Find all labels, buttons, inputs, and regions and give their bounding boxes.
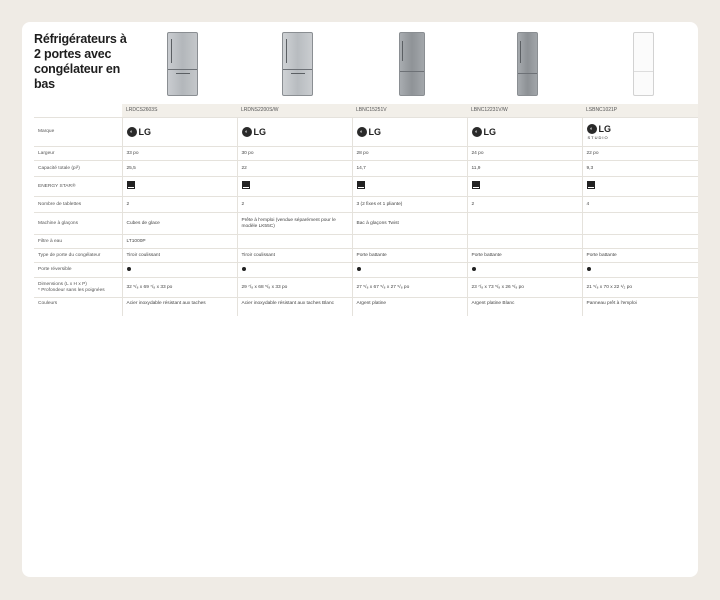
lg-logo: ◐ LG bbox=[242, 127, 267, 137]
lg-logo: ◐ LG bbox=[127, 127, 152, 137]
studio-label: STUDIO bbox=[587, 134, 609, 140]
table-cell bbox=[122, 177, 237, 197]
row-label: Type de porte du congélateur bbox=[34, 249, 122, 263]
table-row bbox=[34, 118, 698, 147]
lg-logo-icon: ◐ bbox=[472, 127, 482, 137]
lg-logo: ◐ LG bbox=[472, 127, 497, 137]
table-cell: 2 bbox=[122, 197, 237, 213]
model-number: LBNC15251V bbox=[356, 107, 387, 113]
table-cell bbox=[352, 177, 467, 197]
table-cell bbox=[467, 177, 582, 197]
model-number-bar bbox=[122, 104, 698, 117]
product-image-3 bbox=[399, 32, 425, 96]
lg-logo-icon: ◐ bbox=[242, 127, 252, 137]
bullet-icon bbox=[472, 267, 476, 271]
table-row bbox=[34, 213, 698, 235]
lg-logo-icon: ◐ bbox=[357, 127, 367, 137]
table-cell bbox=[582, 213, 698, 235]
lg-logo-icon: ◐ bbox=[587, 124, 597, 134]
table-cell: LT1000P bbox=[122, 235, 237, 249]
table-cell: 27 ⁵/₈ x 67 ⁵/₈ x 27 ⁵/₈ po bbox=[352, 278, 467, 298]
table-row bbox=[34, 278, 698, 298]
table-cell: 23 ⁷/₈ x 73 ⁵/₈ x 26 ⁵/₈ po bbox=[467, 278, 582, 298]
table-row bbox=[34, 298, 698, 316]
table-cell: Argent platine Blanc bbox=[467, 298, 582, 316]
product-image-2 bbox=[282, 32, 313, 96]
model-number: LBNC12231V/W bbox=[471, 107, 508, 113]
table-row bbox=[34, 177, 698, 197]
row-label: Machine à glaçons bbox=[34, 213, 122, 235]
spec-table bbox=[34, 117, 698, 316]
table-cell: 14,7 bbox=[352, 161, 467, 177]
table-row bbox=[34, 249, 698, 263]
lg-logo: ◐ LG bbox=[357, 127, 382, 137]
table-row bbox=[34, 147, 698, 161]
table-cell: 22 po bbox=[582, 147, 698, 161]
table-cell: 9,3 bbox=[582, 161, 698, 177]
model-number: LRDCS2603S bbox=[126, 107, 158, 113]
energy-star-icon bbox=[242, 181, 250, 189]
brand-cell bbox=[237, 118, 352, 147]
energy-star-icon bbox=[472, 181, 480, 189]
row-label: Marque bbox=[34, 118, 122, 147]
table-cell: Tiroir coulissant bbox=[237, 249, 352, 263]
row-label: Dimensions (L x H x P) * Profondeur sans les poignées bbox=[34, 278, 122, 298]
table-cell: Argent platine bbox=[352, 298, 467, 316]
table-cell bbox=[352, 263, 467, 278]
row-label: ENERGY STAR® bbox=[34, 177, 122, 197]
row-label: Capacité totale (pi³) bbox=[34, 161, 122, 177]
table-cell bbox=[237, 263, 352, 278]
table-cell: Prête à l'emploi (vendue séparément pour le modèle LK55C) bbox=[237, 213, 352, 235]
page-title: Réfrigérateurs à 2 portes avec congélateur en bas bbox=[34, 32, 127, 91]
row-label: Largeur bbox=[34, 147, 122, 161]
table-cell: Cubes de glace bbox=[122, 213, 237, 235]
bullet-icon bbox=[357, 267, 361, 271]
row-sublabel: * Profondeur sans les poignées bbox=[38, 287, 105, 293]
table-cell: Porte battante bbox=[467, 249, 582, 263]
table-cell bbox=[352, 235, 467, 249]
table-cell: 11,9 bbox=[467, 161, 582, 177]
table-cell: 2 bbox=[237, 197, 352, 213]
bullet-icon bbox=[127, 267, 131, 271]
table-row bbox=[34, 197, 698, 213]
table-cell: Porte battante bbox=[582, 249, 698, 263]
comparison-card bbox=[22, 22, 698, 577]
row-label: Filtre à eau bbox=[34, 235, 122, 249]
brand-cell bbox=[467, 118, 582, 147]
bullet-icon bbox=[587, 267, 591, 271]
table-cell: 28 po bbox=[352, 147, 467, 161]
table-cell bbox=[122, 263, 237, 278]
energy-star-icon bbox=[127, 181, 135, 189]
energy-star-icon bbox=[357, 181, 365, 189]
energy-star-icon bbox=[587, 181, 595, 189]
table-cell bbox=[237, 177, 352, 197]
table-cell: 3 (2 fixes et 1 pliante) bbox=[352, 197, 467, 213]
table-cell: 29 ⁷/₈ x 68 ⁵/₈ x 33 po bbox=[237, 278, 352, 298]
model-number: LRDNS2200S/W bbox=[241, 107, 279, 113]
product-image-5 bbox=[633, 32, 654, 96]
brand-cell bbox=[582, 118, 698, 147]
table-cell bbox=[582, 177, 698, 197]
table-cell: 22 bbox=[237, 161, 352, 177]
table-cell bbox=[582, 235, 698, 249]
table-cell: 24 po bbox=[467, 147, 582, 161]
table-cell: Bac à glaçons Twist bbox=[352, 213, 467, 235]
table-cell: Acier inoxydable résistant aux taches Blanc bbox=[237, 298, 352, 316]
table-cell: 30 po bbox=[237, 147, 352, 161]
table-cell: 21 ⁵/₈ x 70 x 22 ¹/₂ po bbox=[582, 278, 698, 298]
table-cell bbox=[467, 263, 582, 278]
row-label: Nombre de tablettes bbox=[34, 197, 122, 213]
table-cell bbox=[237, 235, 352, 249]
row-label: Couleurs bbox=[34, 298, 122, 316]
lg-logo-icon: ◐ bbox=[127, 127, 137, 137]
lg-studio-logo: ◐ LG bbox=[587, 124, 612, 134]
product-image-1 bbox=[167, 32, 198, 96]
table-row bbox=[34, 235, 698, 249]
table-cell: Panneau prêt à l'emploi bbox=[582, 298, 698, 316]
table-cell bbox=[467, 213, 582, 235]
row-label: Porte réversible bbox=[34, 263, 122, 278]
table-cell bbox=[467, 235, 582, 249]
content-fade bbox=[22, 318, 698, 326]
table-cell: 33 po bbox=[122, 147, 237, 161]
table-row bbox=[34, 263, 698, 278]
table-cell: Porte battante bbox=[352, 249, 467, 263]
table-row bbox=[34, 161, 698, 177]
product-image-4 bbox=[517, 32, 538, 96]
bullet-icon bbox=[242, 267, 246, 271]
model-number: LSBNC1021P bbox=[586, 107, 618, 113]
table-cell: 25,5 bbox=[122, 161, 237, 177]
table-cell: 2 bbox=[467, 197, 582, 213]
table-cell: Tiroir coulissant bbox=[122, 249, 237, 263]
brand-cell bbox=[122, 118, 237, 147]
table-cell: 32 ⁵/₈ x 69 ⁷/₈ x 33 po bbox=[122, 278, 237, 298]
table-cell: 4 bbox=[582, 197, 698, 213]
table-cell: Acier inoxydable résistant aux taches bbox=[122, 298, 237, 316]
table-cell bbox=[582, 263, 698, 278]
brand-cell bbox=[352, 118, 467, 147]
